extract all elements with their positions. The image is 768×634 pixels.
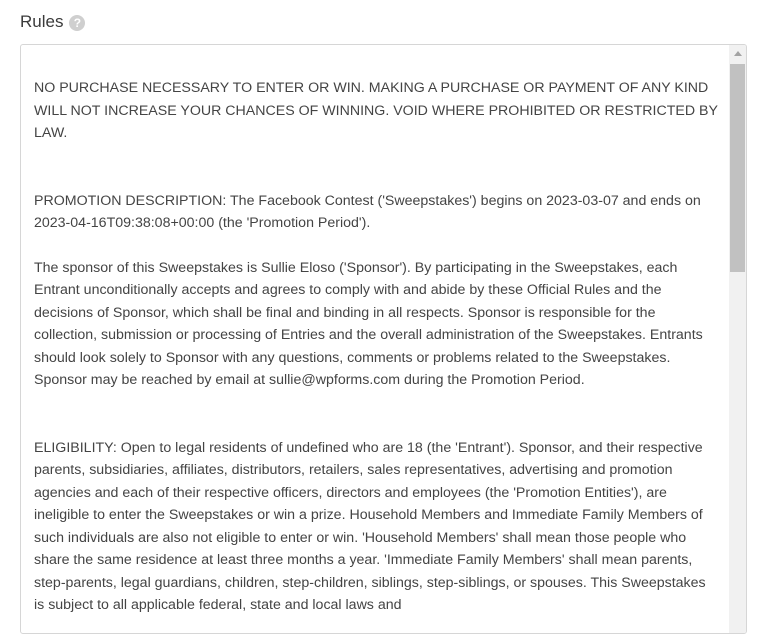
scrollbar-thumb[interactable] <box>730 64 745 272</box>
rules-content <box>34 77 719 617</box>
rules-field-label-row <box>20 12 85 32</box>
vertical-scrollbar[interactable] <box>729 45 746 633</box>
rules-paragraph-eligibility: ELIGIBILITY: Open to legal residents of undefined who are 18 (the 'Entrant'). Sponsor, and their respective parents, subsidiaries, affiliates, distributors, retailers, sales representatives, advertising and promotion agencies and each of their respective officers, directors and employees (the 'Promotion Entities'), are ineligible to enter the Sweepstakes or win a prize. Household Members and Immediate Family Members of such individuals are also not eligible to enter or win. 'Household Members' shall mean those people who share the same residence at least three months a year. 'Immediate Family Members' shall mean parents, step-parents, legal guardians, children, step-children, siblings, step-siblings, or spouses. This Sweepstakes is subject to all applicable federal, state and local laws and <box>34 439 706 613</box>
rules-paragraph-no-purchase: NO PURCHASE NECESSARY TO ENTER OR WIN. MAKING A PURCHASE OR PAYMENT OF ANY KIND WILL NOT INCREASE YOUR CHANCES OF WINNING. VOID WHERE PROHIBITED OR RESTRICTED BY LAW. <box>34 80 718 141</box>
rules-label: Rules <box>20 12 64 31</box>
question-circle-icon[interactable]: ? <box>69 15 85 31</box>
rules-paragraph-sponsor: The sponsor of this Sweepstakes is Sullie Eloso ('Sponsor'). By participating in the Sweepstakes, each Entrant unconditionally accepts and agrees to comply with and abide by these Official Rules and the decisions of Sponsor, which shall be final and binding in all respects. Sponsor is responsible for the collection, submission or processing of Entries and the overall administration of the Sweepstakes. Entrants should look solely to Sponsor with any questions, comments or problems related to the Sweepstakes. Sponsor may be reached by email at sullie@wpforms.com during the Promotion Period. <box>34 259 703 388</box>
rules-paragraph-promotion-description: PROMOTION DESCRIPTION: The Facebook Contest ('Sweepstakes') begins on 2023-03-07 and ends on 2023-04-16T09:38:08+00:00 (the 'Promotion Period'). <box>34 192 701 231</box>
rules-textarea[interactable] <box>20 44 747 634</box>
scroll-up-arrow-icon[interactable] <box>729 45 746 62</box>
